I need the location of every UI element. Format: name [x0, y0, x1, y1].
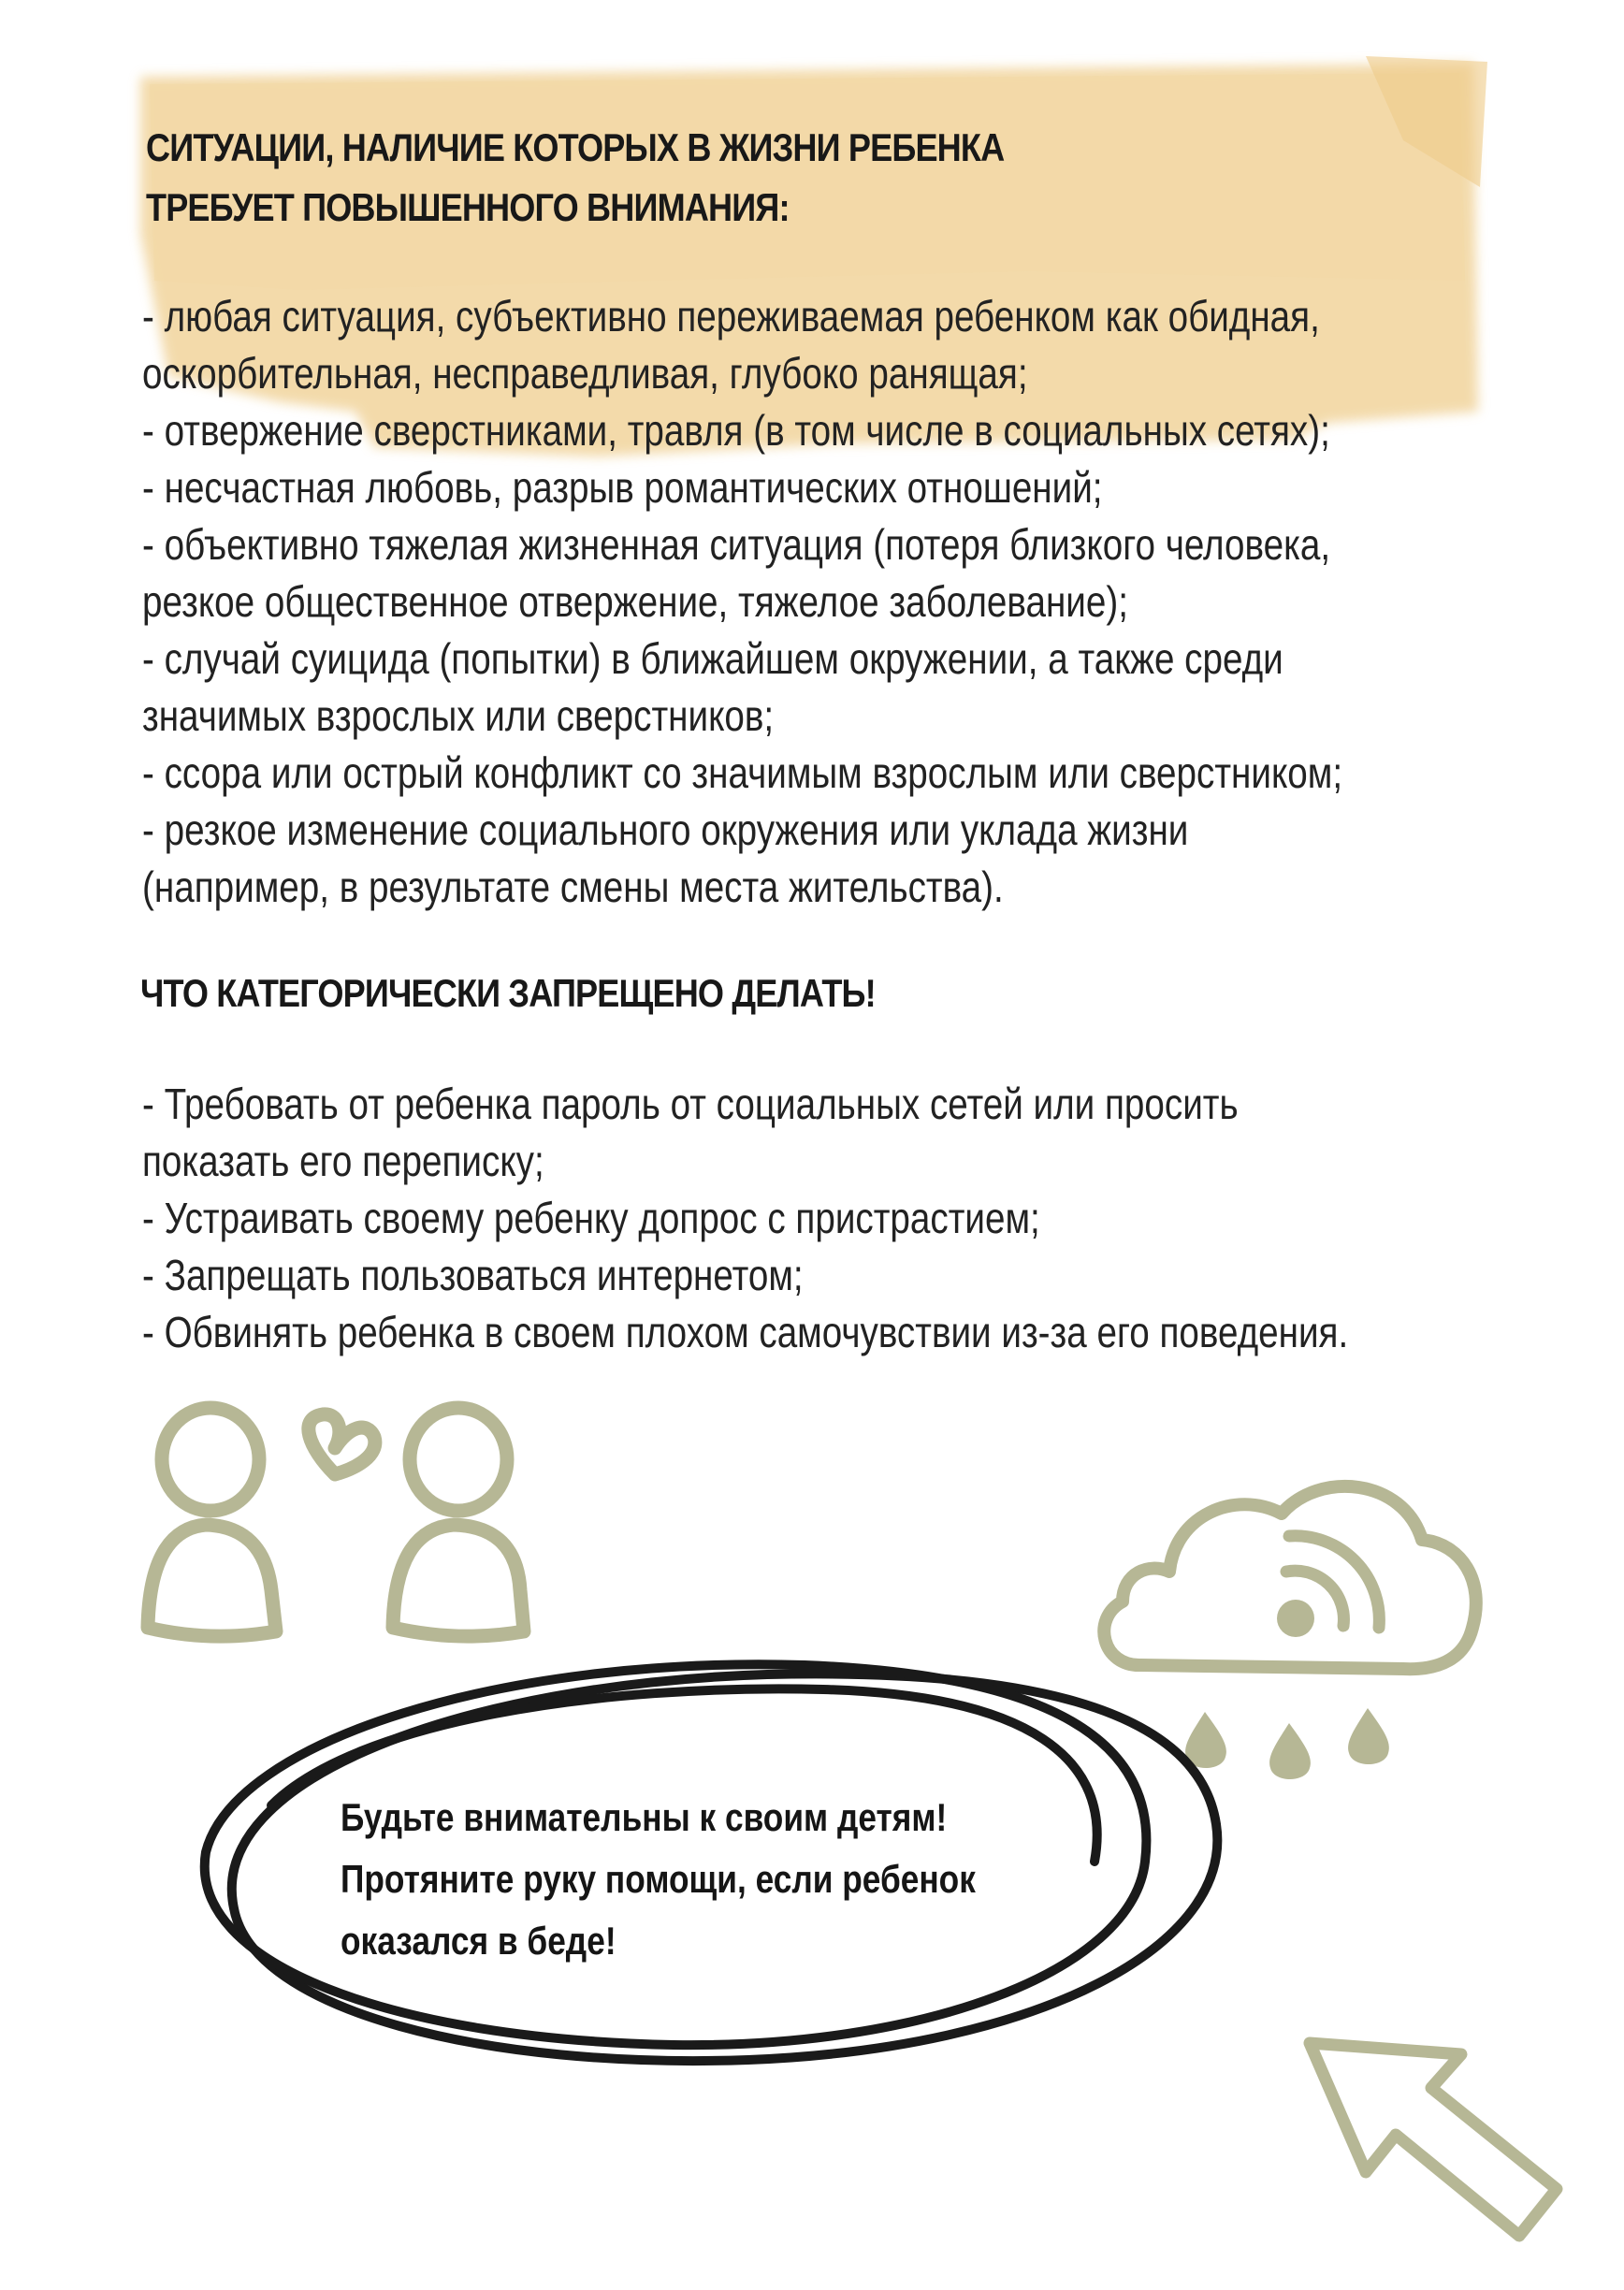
- list-item: - Требовать от ребенка пароль от социальных сетей или просить показать его переписку;: [142, 1080, 1239, 1185]
- list-item: - объективно тяжелая жизненная ситуация (потеря близкого человека, резкое общественное отвержение, тяжелое заболевание);: [142, 520, 1331, 626]
- list-item: - Устраивать своему ребенку допрос с пристрастием;: [142, 1194, 1040, 1242]
- list-item: - Обвинять ребенка в своем плохом самочувствии из-за его поведения.: [142, 1308, 1349, 1356]
- list-item: - Запрещать пользоваться интернетом;: [142, 1251, 804, 1299]
- section1-list: [142, 288, 1368, 916]
- list-item: - любая ситуация, субъективно переживаемая ребенком как обидная, оскорбительная, несправедливая, глубоко ранящая;: [142, 292, 1320, 398]
- list-item: - случай суицида (попытки) в ближайшем окружении, а также среди значимых взрослых или сверстников;: [142, 634, 1283, 740]
- callout-line2: Протяните руку помощи, если ребенок: [341, 1857, 976, 1901]
- section2-title: ЧТО КАТЕГОРИЧЕСКИ ЗАПРЕЩЕНО ДЕЛАТЬ!: [140, 971, 876, 1015]
- callout-line1: Будьте внимательны к своим детям!: [341, 1795, 948, 1839]
- list-item: - резкое изменение социального окружения или уклада жизни (например, в результате смены места жительства).: [142, 805, 1189, 911]
- two-people-heart-icon: [148, 1408, 524, 1636]
- section2-list: [142, 1076, 1368, 1361]
- arrow-cursor-icon: [1310, 2043, 1557, 2236]
- section1-title-line1: СИТУАЦИИ, НАЛИЧИЕ КОТОРЫХ В ЖИЗНИ РЕБЕНКА: [146, 125, 1005, 169]
- section1-title: [146, 118, 1031, 238]
- list-item: - ссора или острый конфликт со значимым взрослым или сверстником;: [142, 748, 1343, 797]
- callout-text: [341, 1787, 1048, 1972]
- list-item: - несчастная любовь, разрыв романтических отношений;: [142, 463, 1103, 512]
- section1-title-line2: ТРЕБУЕТ ПОВЫШЕННОГО ВНИМАНИЯ:: [146, 185, 790, 229]
- callout-line3: оказался в беде!: [341, 1919, 616, 1963]
- list-item: - отвержение сверстниками, травля (в том числе в социальных сетях);: [142, 406, 1330, 455]
